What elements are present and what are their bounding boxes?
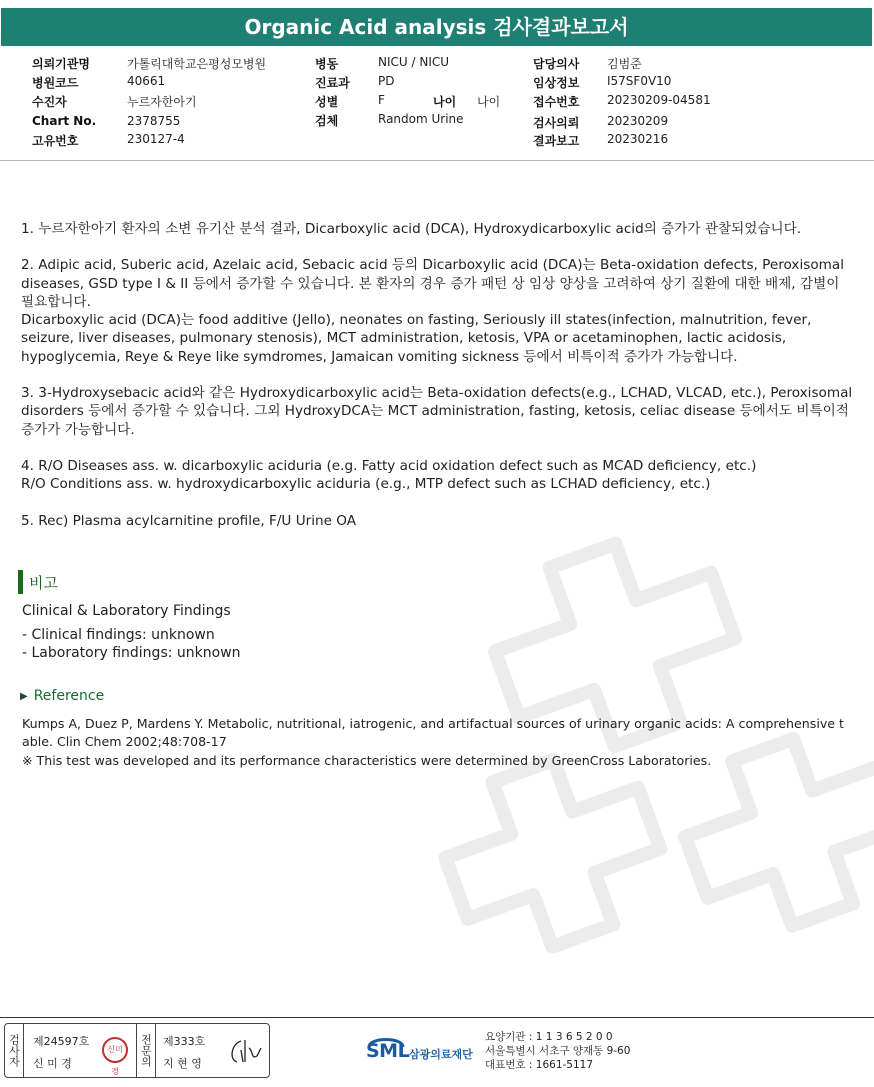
specimen-label: 검체 xyxy=(315,114,339,128)
doctor-value: 김범준 xyxy=(607,57,642,71)
logo-text: SML xyxy=(366,1040,410,1062)
specialist-vertical-text: 전문의 xyxy=(139,1034,153,1067)
remark-title: 비고 xyxy=(29,573,58,592)
sex-value: F xyxy=(378,93,385,107)
contact-line-3: 대표번호 : 1661-5117 xyxy=(485,1059,594,1071)
hospital-code-value: 40661 xyxy=(127,74,166,88)
footer-divider xyxy=(0,1017,874,1018)
tester-license: 제24597호 xyxy=(33,1035,90,1048)
tester-name: 신 미 경 xyxy=(33,1057,72,1070)
dept-label: 진료과 xyxy=(315,76,350,90)
info-divider xyxy=(0,160,874,161)
tester-vertical-text: 검사자 xyxy=(7,1034,21,1067)
ward-label: 병동 xyxy=(315,57,339,71)
sex-label: 성별 xyxy=(315,95,339,109)
remark-bar xyxy=(18,570,23,594)
remark-line-3: - Laboratory findings: unknown xyxy=(22,645,241,661)
report-title: Organic Acid analysis 검사결과보고서 xyxy=(1,8,872,46)
remark-line-2: - Clinical findings: unknown xyxy=(22,626,215,643)
remark-line-1: Clinical & Laboratory Findings xyxy=(22,603,231,619)
tester-vertical-label xyxy=(5,1024,24,1077)
age-value: 나이 xyxy=(477,95,501,109)
finding-2b: Dicarboxylic acid (DCA)는 food additive (Jello), neonates on fasting, Seriously ill states(infection, malnutrition, fever, seizure, liver diseases, pulmonary stenosis), MCT administration, ketosis, VPA or acetaminophen, lactic acidosis, hypoglycemia, Reye & Reye like symdromes, Jamaican vomiting sickness 등에서 비특이적 증가가 가능합니다. xyxy=(21,312,812,365)
reference-heading xyxy=(20,688,104,704)
dept-value: PD xyxy=(378,74,395,88)
hospital-code-label: 병원코드 xyxy=(32,76,79,90)
specialist-vertical-label xyxy=(136,1024,156,1077)
signature-box xyxy=(4,1023,270,1078)
chart-value: 2378755 xyxy=(127,114,181,128)
reference-note: ※ This test was developed and its performance characteristics were determined by GreenCross Laboratories. xyxy=(22,753,712,768)
recipient-value: 누르자한아기 xyxy=(127,95,197,109)
signature-scribble xyxy=(227,1036,263,1066)
contact-line-1: 요양기관 : 1 1 3 6 5 2 0 0 xyxy=(485,1031,613,1043)
request-value: 20230209 xyxy=(607,114,669,128)
age-label: 나이 xyxy=(433,95,457,109)
finding-4b: R/O Conditions ass. w. hydroxydicarboxylic aciduria (e.g., MTP defect such as LCHAD deficiency, etc.) xyxy=(21,476,711,493)
request-label: 검사의뢰 xyxy=(533,116,580,130)
finding-1: 1. 누르자한아기 환자의 소변 유기산 분석 결과, Dicarboxylic acid (DCA), Hydroxydicarboxylic acid의 증가가 관찰되었습니다. xyxy=(21,221,802,237)
client-value: 가톨릭대학교은평성모병원 xyxy=(127,57,267,71)
unique-value: 230127-4 xyxy=(127,132,185,146)
client-label: 의뢰기관명 xyxy=(32,57,90,71)
triangle-right-icon: ▶ xyxy=(20,690,28,702)
logo-korean-text: 삼광의료재단 xyxy=(409,1048,473,1061)
specimen-value: Random Urine xyxy=(378,112,464,126)
patient-info-block xyxy=(0,55,874,155)
receipt-label: 접수번호 xyxy=(533,95,580,109)
specialist-license: 제333호 xyxy=(163,1035,206,1048)
remark-heading xyxy=(18,570,58,594)
finding-2a: 2. Adipic acid, Suberic acid, Azelaic acid, Sebacic acid 등의 Dicarboxylic acid (DCA)는 Beta-oxidation defects, Peroxisomal diseases, GSD type I & II 등에서 증가할 수 있습니다. 본 환자의 경우 증가 패턴 상 임상 양상을 고려하여 상기 질환에 대한 배제, 감별이 필요합니다. xyxy=(21,257,844,310)
specialist-name: 지 현 영 xyxy=(163,1057,202,1070)
ward-value: NICU / NICU xyxy=(378,55,450,69)
clinical-label: 임상정보 xyxy=(533,76,580,90)
chart-label: Chart No. xyxy=(32,114,97,128)
recipient-label: 수진자 xyxy=(32,95,67,109)
receipt-value: 20230209-04581 xyxy=(607,93,711,107)
remark-body xyxy=(22,602,241,663)
tester-seal: 신미경 xyxy=(102,1037,128,1063)
unique-label: 고유번호 xyxy=(32,134,79,148)
contact-line-2: 서울특별시 서초구 양재동 9-60 xyxy=(485,1045,631,1057)
reference-citation: Kumps A, Duez P, Mardens Y. Metabolic, nutritional, iatrogenic, and artifactual sources of urinary organic acids: A comprehensive table. Clin Chem 2002;48:708-17 xyxy=(22,716,844,749)
report-value: 20230216 xyxy=(607,132,669,146)
reference-title: Reference xyxy=(33,688,105,704)
contact-info xyxy=(485,1030,630,1072)
interpretation-section xyxy=(21,220,856,548)
doctor-label: 담당의사 xyxy=(533,57,580,71)
finding-5: 5. Rec) Plasma acylcarnitine profile, F/U Urine OA xyxy=(21,512,357,529)
clinical-value: I57SF0V10 xyxy=(607,74,672,88)
finding-3: 3. 3-Hydroxysebacic acid와 같은 Hydroxydicarboxylic acid는 Beta-oxidation defects(e.g., LCHAD, VLCAD, etc.), Peroxisomal disorders 등에서 증가할 수 있습니다. 그외 HydroxyDCA는 MCT administration, fasting, ketosis, celiac disease 등에서도 비특이적 증가가 가능합니다. xyxy=(21,385,853,438)
finding-4a: 4. R/O Diseases ass. w. dicarboxylic aciduria (e.g. Fatty acid oxidation defect such as MCAD deficiency, etc.) xyxy=(21,457,757,474)
report-label: 결과보고 xyxy=(533,134,580,148)
